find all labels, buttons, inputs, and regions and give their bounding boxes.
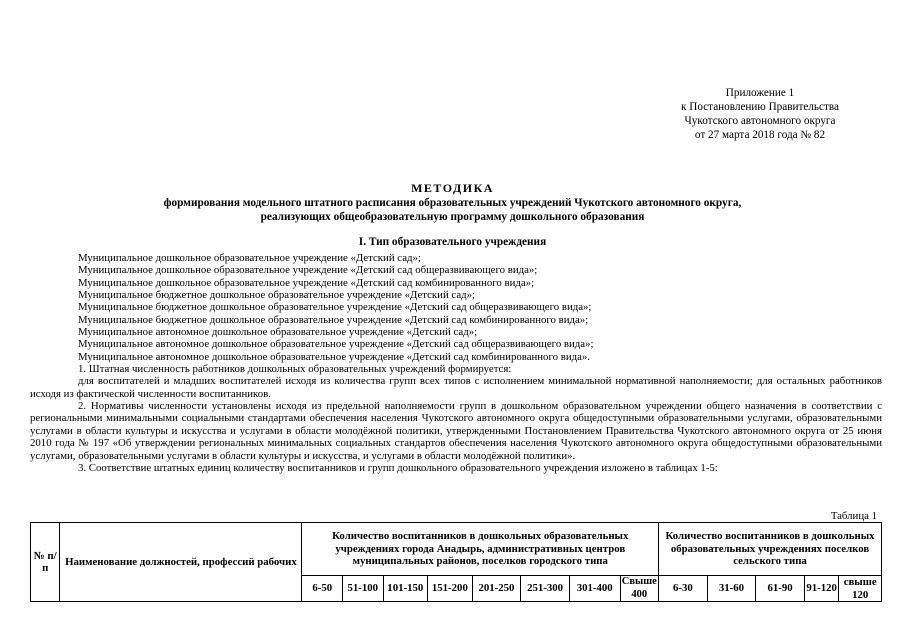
paragraph-1-body: для воспитателей и младших воспитателей исходя из количества групп всех типов с исполнением минимальной нормативной наполняемости; для остальных работников исходя из фактической численности воспитанников. bbox=[30, 375, 882, 400]
subtitle-line-1: формирования модельного штатного расписания образовательных учреждений Чукотского автономного округа, bbox=[163, 197, 742, 209]
urban-range-cell: 6-50 bbox=[302, 576, 343, 602]
appendix-line-4: от 27 марта 2018 года № 82 bbox=[694, 129, 826, 141]
rural-range-cell: свыше 120 bbox=[839, 576, 882, 602]
urban-range-cell: 151-200 bbox=[428, 576, 473, 602]
table-caption: Таблица 1 bbox=[830, 510, 877, 522]
urban-range-cell: Свыше 400 bbox=[621, 576, 657, 600]
institution-item: Муниципальное бюджетное дошкольное образовательное учреждение «Детский сад общеразвивающего вида»; bbox=[78, 301, 592, 314]
rural-range-cell: 6-30 bbox=[659, 576, 708, 602]
urban-range-cell: 201-250 bbox=[472, 576, 521, 602]
institution-item: Муниципальное дошкольное образовательное учреждение «Детский сад»; bbox=[78, 252, 421, 264]
appendix-line-2: к Постановлению Правительства bbox=[681, 101, 839, 113]
header-number: № п/п bbox=[31, 523, 60, 602]
institution-item: Муниципальное дошкольное образовательное учреждение «Детский сад комбинированного вида»; bbox=[78, 276, 535, 289]
institution-item: Муниципальное бюджетное дошкольное образовательное учреждение «Детский сад»; bbox=[78, 289, 476, 302]
institution-item: Муниципальное автономное дошкольное образовательное учреждение «Детский сад комбинированного вида». bbox=[78, 350, 590, 363]
institution-item: Муниципальное дошкольное образовательное учреждение «Детский сад общеразвивающего вида»; bbox=[78, 264, 538, 277]
document-body bbox=[30, 252, 882, 474]
urban-range-cell: 251-300 bbox=[521, 576, 570, 602]
institution-item: Муниципальное бюджетное дошкольное образовательное учреждение «Детский сад комбинированного вида»; bbox=[78, 313, 589, 326]
header-rural-group: Количество воспитанников в дошкольных образовательных учреждениях поселков сельского типа bbox=[659, 523, 882, 576]
paragraph-2: 2. Нормативы численности установлены исходя из предельной наполняемости групп в дошкольном образовательном учреждении общего назначения в соответствии с региональными минимальными социальными стандартами обеспечения населения Чукотского автономного округа общедоступными образовательными услугами, образовательными услугами в области культуры и искусства и услугами в области молодёжной политики, утвержденными Постановлением Правительства Чукотского автономного округа от 25 июня 2010 года № 197 «Об утверждении региональных минимальных социальных стандартов обеспечения населения Чукотского автономного округа общедоступными образовательными услугами, образовательными услугами в области культуры и искусства, и услугами в области молодёжной политики». bbox=[30, 400, 882, 462]
header-position-name: Наименование должностей, профессий рабочих bbox=[60, 523, 302, 602]
document-subtitle bbox=[0, 197, 905, 224]
urban-range-cell: 301-400 bbox=[569, 576, 620, 602]
urban-range-cell: 51-100 bbox=[343, 576, 384, 602]
staff-table bbox=[30, 522, 882, 602]
document-title: МЕТОДИКА bbox=[411, 181, 494, 195]
rural-range-cell: 31-60 bbox=[707, 576, 756, 602]
appendix-line-3: Чукотского автономного округа bbox=[684, 115, 836, 127]
rural-range-cell: 61-90 bbox=[756, 576, 805, 602]
paragraph-3: 3. Соответствие штатных единиц количеству воспитанников и групп дошкольного образовательного учреждения изложено в таблицах 1-5: bbox=[78, 461, 718, 474]
section-title: I. Тип образовательного учреждения bbox=[358, 236, 547, 248]
appendix-note bbox=[620, 86, 900, 142]
institution-item: Муниципальное автономное дошкольное образовательное учреждение «Детский сад»; bbox=[78, 326, 478, 339]
rural-range-cell: 91-120 bbox=[804, 576, 838, 602]
institution-item: Муниципальное автономное дошкольное образовательное учреждение «Детский сад общеразвивающего вида»; bbox=[78, 338, 594, 351]
urban-range-cell: 101-150 bbox=[383, 576, 428, 602]
appendix-line-1: Приложение 1 bbox=[725, 87, 795, 99]
header-urban-group: Количество воспитанников в дошкольных образовательных учреждениях города Анадырь, административных центров муниципальных районов, поселков городского типа bbox=[302, 523, 659, 576]
subtitle-line-2: реализующих общеобразовательную программу дошкольного образования bbox=[260, 210, 645, 223]
paragraph-1-intro: 1. Штатная численность работников дошкольных образовательных учреждений формируется: bbox=[78, 363, 512, 376]
